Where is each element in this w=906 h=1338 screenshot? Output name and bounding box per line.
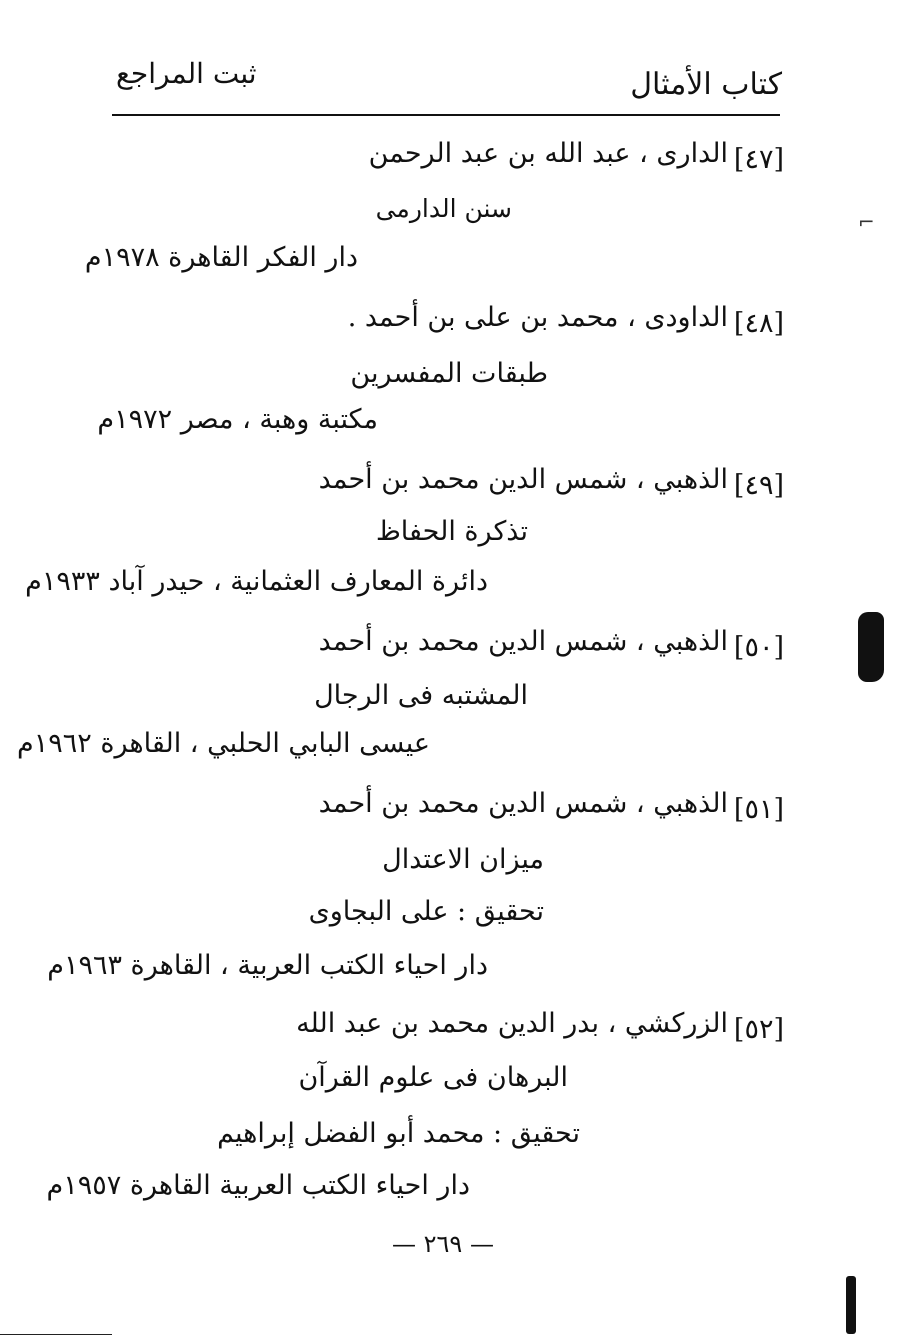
scan-edge-mark: [846, 1276, 856, 1334]
header-rule: [112, 114, 780, 116]
entry-editor: تحقيق : على البجاوى: [308, 896, 544, 927]
entry-author: الذهبي ، شمس الدين محمد بن أحمد: [318, 626, 728, 657]
entry-title: سنن الدارمى: [375, 194, 512, 223]
entry-publisher: عيسى البابي الحلبي ، القاهرة ١٩٦٢م: [17, 728, 430, 759]
entry-title: طبقات المفسرين: [350, 358, 548, 389]
entry-number: [٥٢]: [733, 1014, 784, 1045]
entry-editor: تحقيق : محمد أبو الفضل إبراهيم: [217, 1118, 580, 1149]
entry-author: الزركشي ، بدر الدين محمد بن عبد الله: [296, 1008, 728, 1039]
entry-number: [٥٠]: [733, 632, 784, 663]
scan-blot: [858, 612, 884, 682]
entry-publisher: دائرة المعارف العثمانية ، حيدر آباد ١٩٣٣م: [25, 566, 488, 597]
entry-author: الذهبي ، شمس الدين محمد بن أحمد: [318, 788, 728, 819]
entry-publisher: دار احياء الكتب العربية القاهرة ١٩٥٧م: [46, 1170, 470, 1201]
entry-publisher: دار الفكر القاهرة ١٩٧٨م: [84, 242, 358, 273]
running-header-book-title: كتاب الأمثال: [630, 67, 782, 102]
page-number: — ٢٦٩ —: [392, 1230, 494, 1258]
scan-stray-mark: ⌐: [858, 210, 875, 234]
entry-title: تذكرة الحفاظ: [375, 516, 528, 547]
entry-number: [٤٧]: [733, 144, 784, 175]
entry-number: [٤٩]: [733, 470, 784, 501]
running-header-section-title: ثبت المراجع: [116, 57, 257, 90]
scan-bottom-edge: [0, 1334, 112, 1335]
entry-publisher: دار احياء الكتب العربية ، القاهرة ١٩٦٣م: [47, 950, 488, 981]
entry-title: البرهان فى علوم القرآن: [298, 1062, 568, 1093]
entry-author: الذهبي ، شمس الدين محمد بن أحمد: [318, 464, 728, 495]
entry-publisher: مكتبة وهبة ، مصر ١٩٧٢م: [97, 404, 378, 435]
entry-number: [٤٨]: [733, 308, 784, 339]
entry-title: المشتبه فى الرجال: [314, 680, 528, 711]
entry-title: ميزان الاعتدال: [382, 844, 544, 875]
entry-author: الدارى ، عبد الله بن عبد الرحمن: [368, 138, 728, 169]
entry-number: [٥١]: [733, 794, 784, 825]
entry-author: الداودى ، محمد بن على بن أحمد .: [347, 302, 728, 333]
